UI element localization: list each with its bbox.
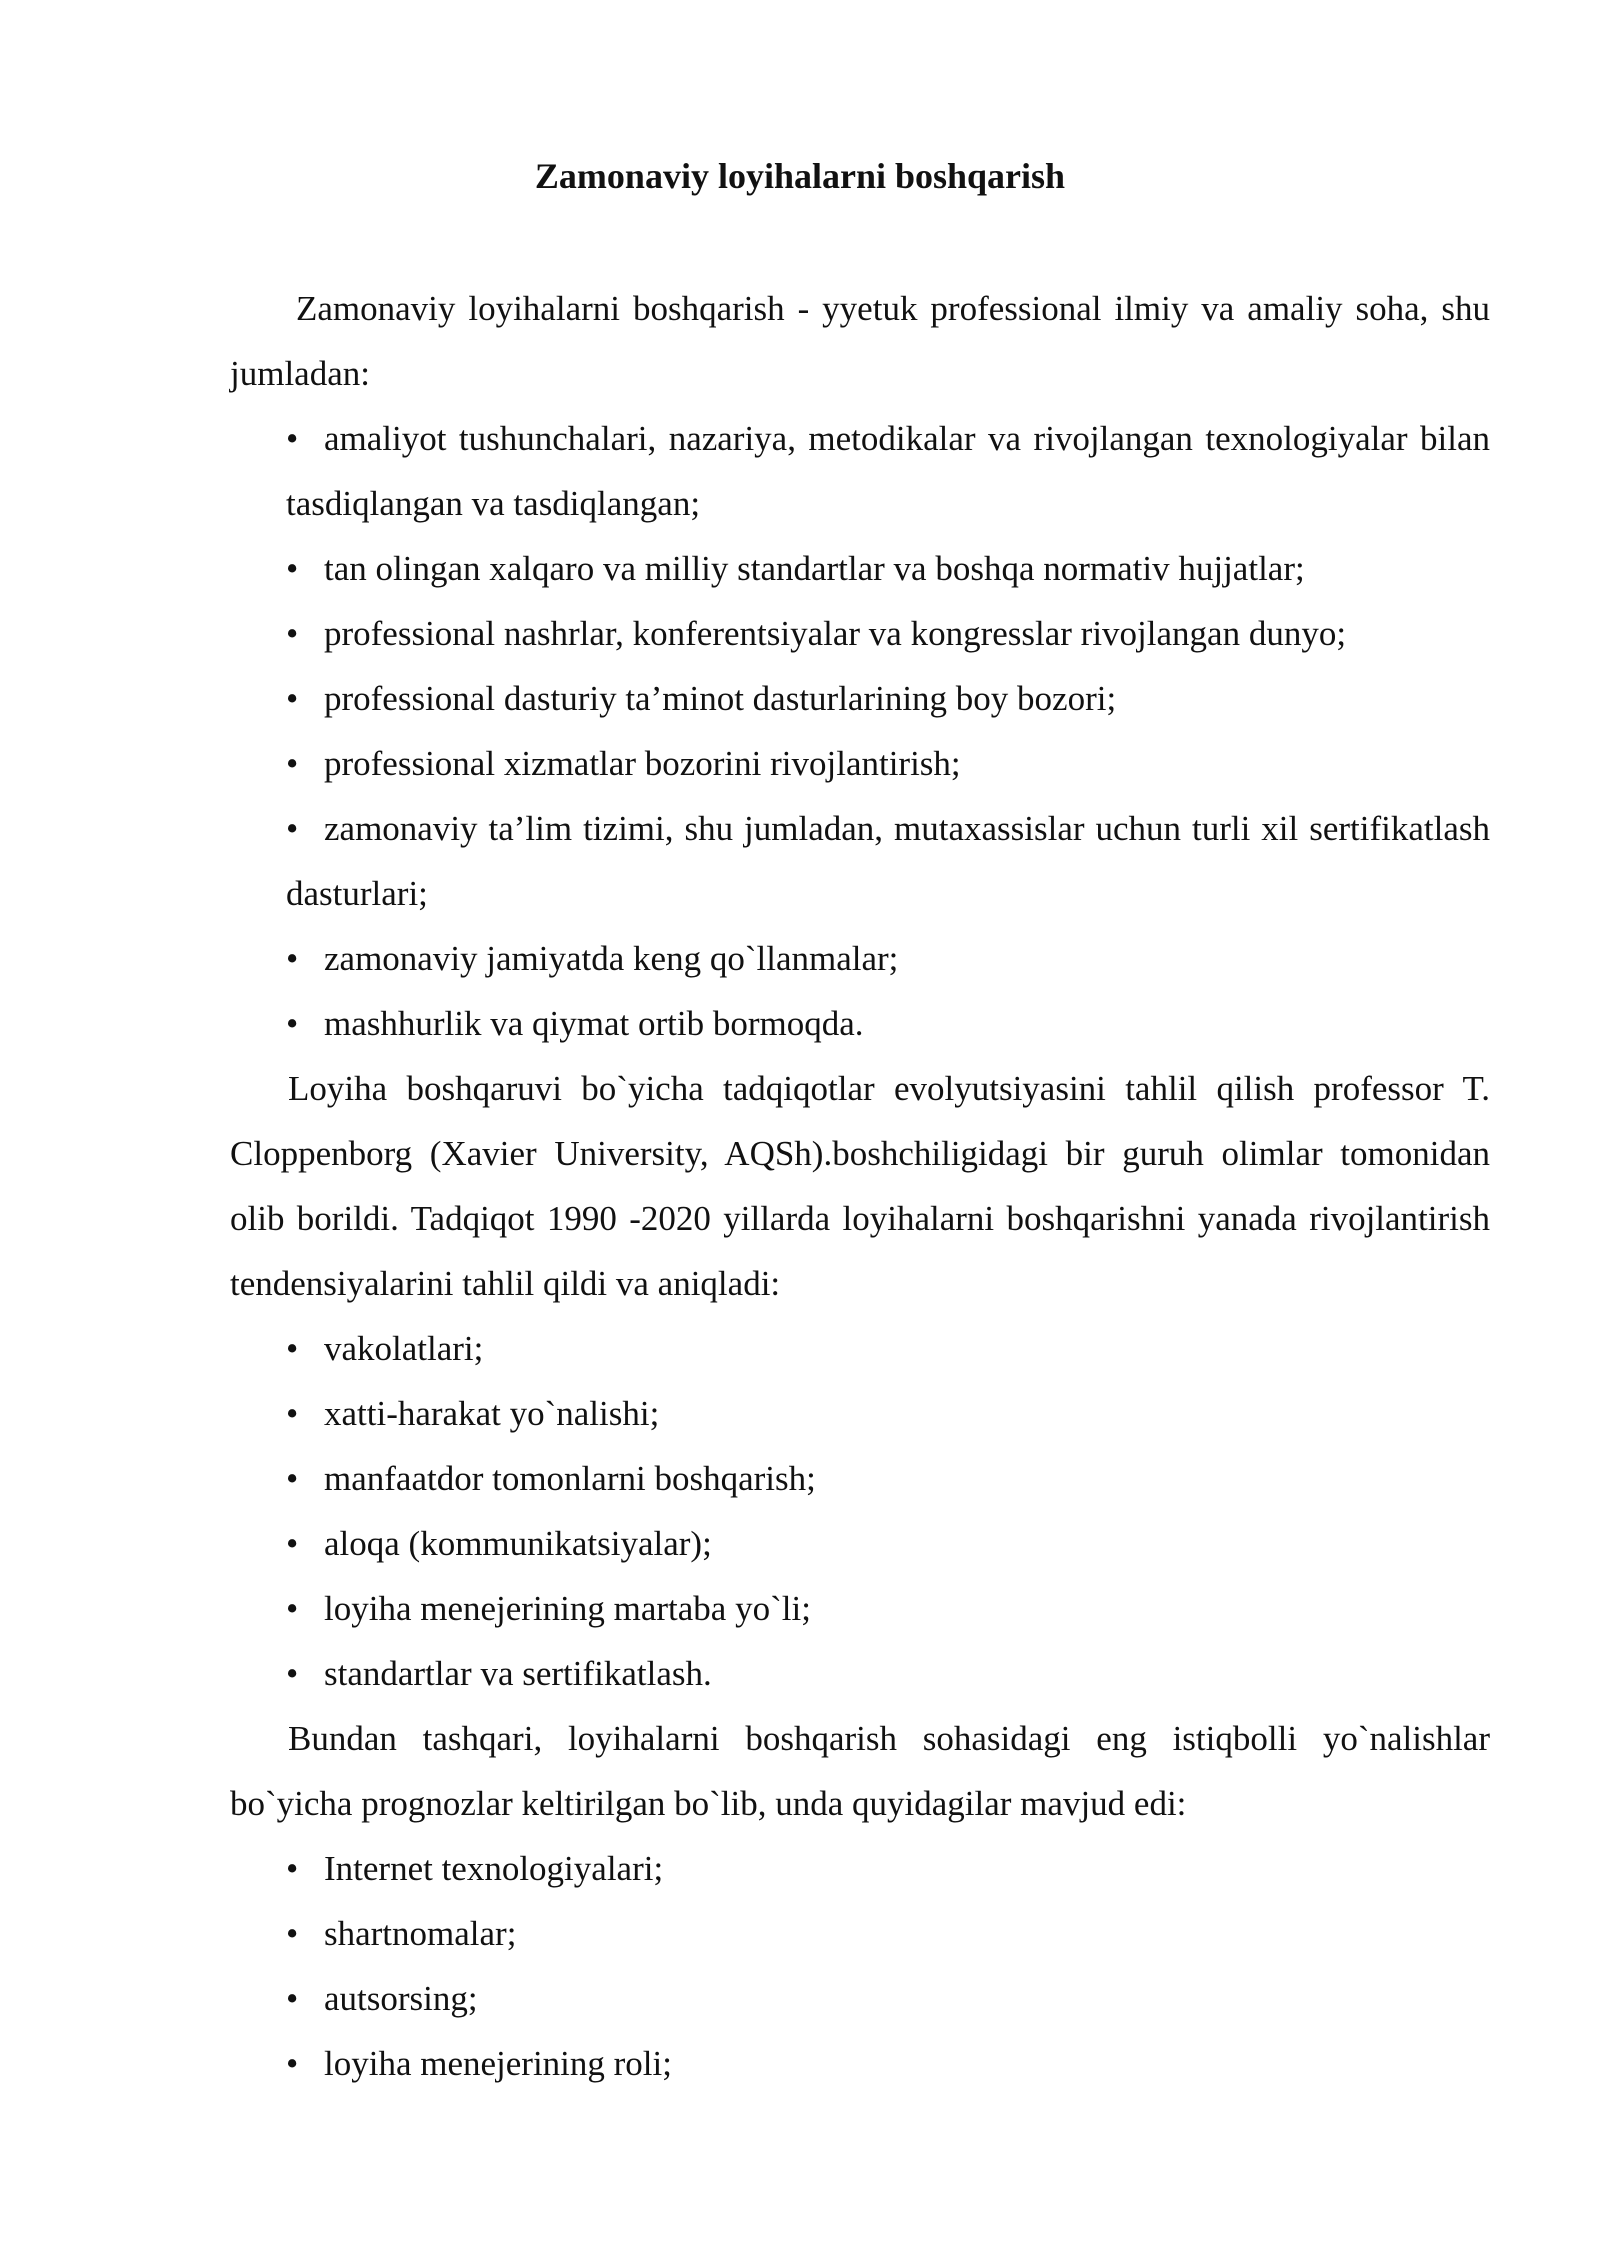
list-item: • Internet texnologiyalari; [230, 1836, 1490, 1901]
list-item: • autsorsing; [230, 1966, 1490, 2031]
list-item: • loyiha menejerining roli; [230, 2031, 1490, 2096]
list-item: • vakolatlari; [230, 1316, 1490, 1381]
list-item: • manfaatdor tomonlarni boshqarish; [230, 1446, 1490, 1511]
bullet-icon: • [286, 1849, 299, 1888]
bullet-icon: • [286, 744, 299, 783]
list-item: • professional xizmatlar bozorini rivojlantirish; [230, 731, 1490, 796]
list-item: • aloqa (kommunikatsiyalar); [230, 1511, 1490, 1576]
list-item: • loyiha menejerining martaba yo`li; [230, 1576, 1490, 1641]
research-paragraph: Loyiha boshqaruvi bo`yicha tadqiqotlar evolyutsiyasini tahlil qilish professor T. Cloppenborg (Xavier University, AQSh).boshchiligidagi bir guruh olimlar tomonidan olib borildi. Tadqiqot 1990 -2020 yillarda loyihalarni boshqarishni yanada rivojlantirish tendensiyalarini tahlil qildi va aniqladi: [230, 1069, 1490, 1303]
bullet-icon: • [286, 1589, 299, 1628]
list-item: • zamonaviy jamiyatda keng qo`llanmalar; [230, 926, 1490, 991]
document-body [230, 276, 1490, 2096]
bullet-icon: • [286, 549, 299, 588]
list-item: • professional dasturiy ta’minot dasturlarining boy bozori; [230, 666, 1490, 731]
bullet-icon: • [286, 2044, 299, 2083]
bullet-icon: • [286, 419, 299, 458]
bullet-icon: • [286, 1914, 299, 1953]
list-item: • professional nashrlar, konferentsiyalar va kongresslar rivojlangan dunyo; [230, 601, 1490, 666]
list-item: • standartlar va sertifikatlash. [230, 1641, 1490, 1706]
list-item: • tan olingan xalqaro va milliy standartlar va boshqa normativ hujjatlar; [230, 536, 1490, 601]
list-item: • zamonaviy ta’lim tizimi, shu jumladan, mutaxassislar uchun turli xil sertifikatlash dasturlari; [230, 796, 1490, 926]
bullet-icon: • [286, 1394, 299, 1433]
list-2 [230, 1316, 1490, 1706]
list-item: • mashhurlik va qiymat ortib bormoqda. [230, 991, 1490, 1056]
list-item: • shartnomalar; [230, 1901, 1490, 1966]
bullet-icon: • [286, 939, 299, 978]
bullet-icon: • [286, 679, 299, 718]
intro-paragraph: Zamonaviy loyihalarni boshqarish - yyetuk professional ilmiy va amaliy soha, shu jumladan: [230, 289, 1490, 393]
bullet-icon: • [286, 1654, 299, 1693]
bullet-icon: • [286, 614, 299, 653]
forecast-paragraph: Bundan tashqari, loyihalarni boshqarish sohasidagi eng istiqbolli yo`nalishlar bo`yicha prognozlar keltirilgan bo`lib, unda quyidagilar mavjud edi: [230, 1719, 1490, 1823]
bullet-icon: • [286, 809, 299, 848]
list-item: • xatti-harakat yo`nalishi; [230, 1381, 1490, 1446]
bullet-icon: • [286, 1979, 299, 2018]
bullet-icon: • [286, 1329, 299, 1368]
bullet-icon: • [286, 1004, 299, 1043]
list-3 [230, 1836, 1490, 2096]
bullet-icon: • [286, 1524, 299, 1563]
list-item: • amaliyot tushunchalari, nazariya, metodikalar va rivojlangan texnologiyalar bilan tasdiqlangan va tasdiqlangan; [230, 406, 1490, 536]
bullet-icon: • [286, 1459, 299, 1498]
document-title: Zamonaviy loyihalarni boshqarish [534, 156, 1066, 196]
list-1 [230, 406, 1490, 1056]
